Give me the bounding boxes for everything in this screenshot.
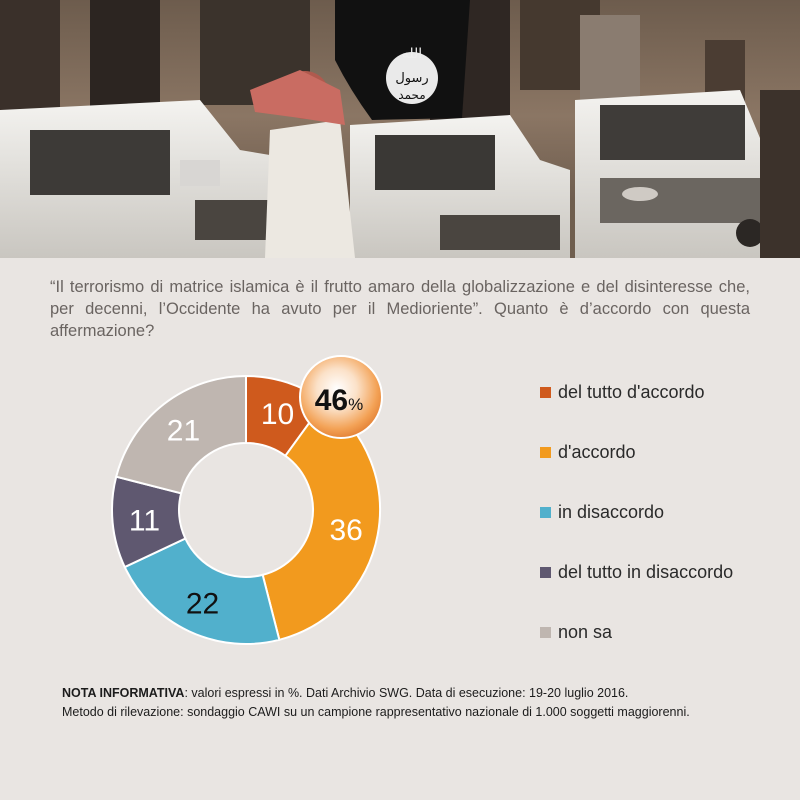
legend-label: d'accordo	[558, 442, 636, 462]
legend-item-in-disaccordo	[540, 498, 790, 558]
legend-item-del-tutto-daccordo	[540, 378, 790, 438]
methodology-note	[62, 684, 734, 722]
legend-swatch	[540, 387, 551, 398]
total-agree-badge	[300, 356, 382, 438]
legend-label: in disaccordo	[558, 502, 665, 522]
slice-label-4: 21	[166, 414, 201, 448]
legend-swatch	[540, 567, 551, 578]
slice-label-1: 36	[329, 514, 363, 548]
legend-label: del tutto in disaccordo	[558, 562, 734, 582]
flag-text-2: رسول	[395, 71, 429, 86]
legend-label: del tutto d'accordo	[558, 382, 705, 402]
note-line-2: Metodo di rilevazione: sondaggio CAWI su un campione rappresentativo nazionale di 1.000 soggetti maggiorenni.	[62, 705, 690, 719]
total-agree-value: 46	[314, 384, 349, 417]
legend-item-non-sa	[540, 618, 790, 678]
slice-label-2: 22	[185, 587, 220, 621]
legend-item-daccordo	[540, 438, 790, 498]
legend-swatch	[540, 447, 551, 458]
slice-label-0: 10	[260, 397, 295, 431]
legend-swatch	[540, 627, 551, 638]
flag-text-1: الله	[401, 46, 423, 62]
total-agree-unit: %	[348, 395, 364, 414]
flag-text-3: محمد	[398, 88, 426, 102]
legend-item-del-tutto-in-disaccordo	[540, 558, 790, 618]
note-line-1: : valori espressi in %. Dati Archivio SWG. Data di esecuzione: 19-20 luglio 2016.	[184, 686, 629, 700]
note-title: NOTA INFORMATIVA	[62, 686, 185, 700]
slice-label-3: 11	[128, 504, 161, 538]
chart-legend	[540, 378, 790, 678]
legend-swatch	[540, 507, 551, 518]
legend-label: non sa	[558, 622, 613, 642]
survey-question: “Il terrorismo di matrice islamica è il frutto amaro della globalizzazione e del disinteresse che, per decenni, l’Occidente ha avuto per il Medioriente”. Quanto è d’accordo con questa affermazione?	[50, 278, 750, 340]
